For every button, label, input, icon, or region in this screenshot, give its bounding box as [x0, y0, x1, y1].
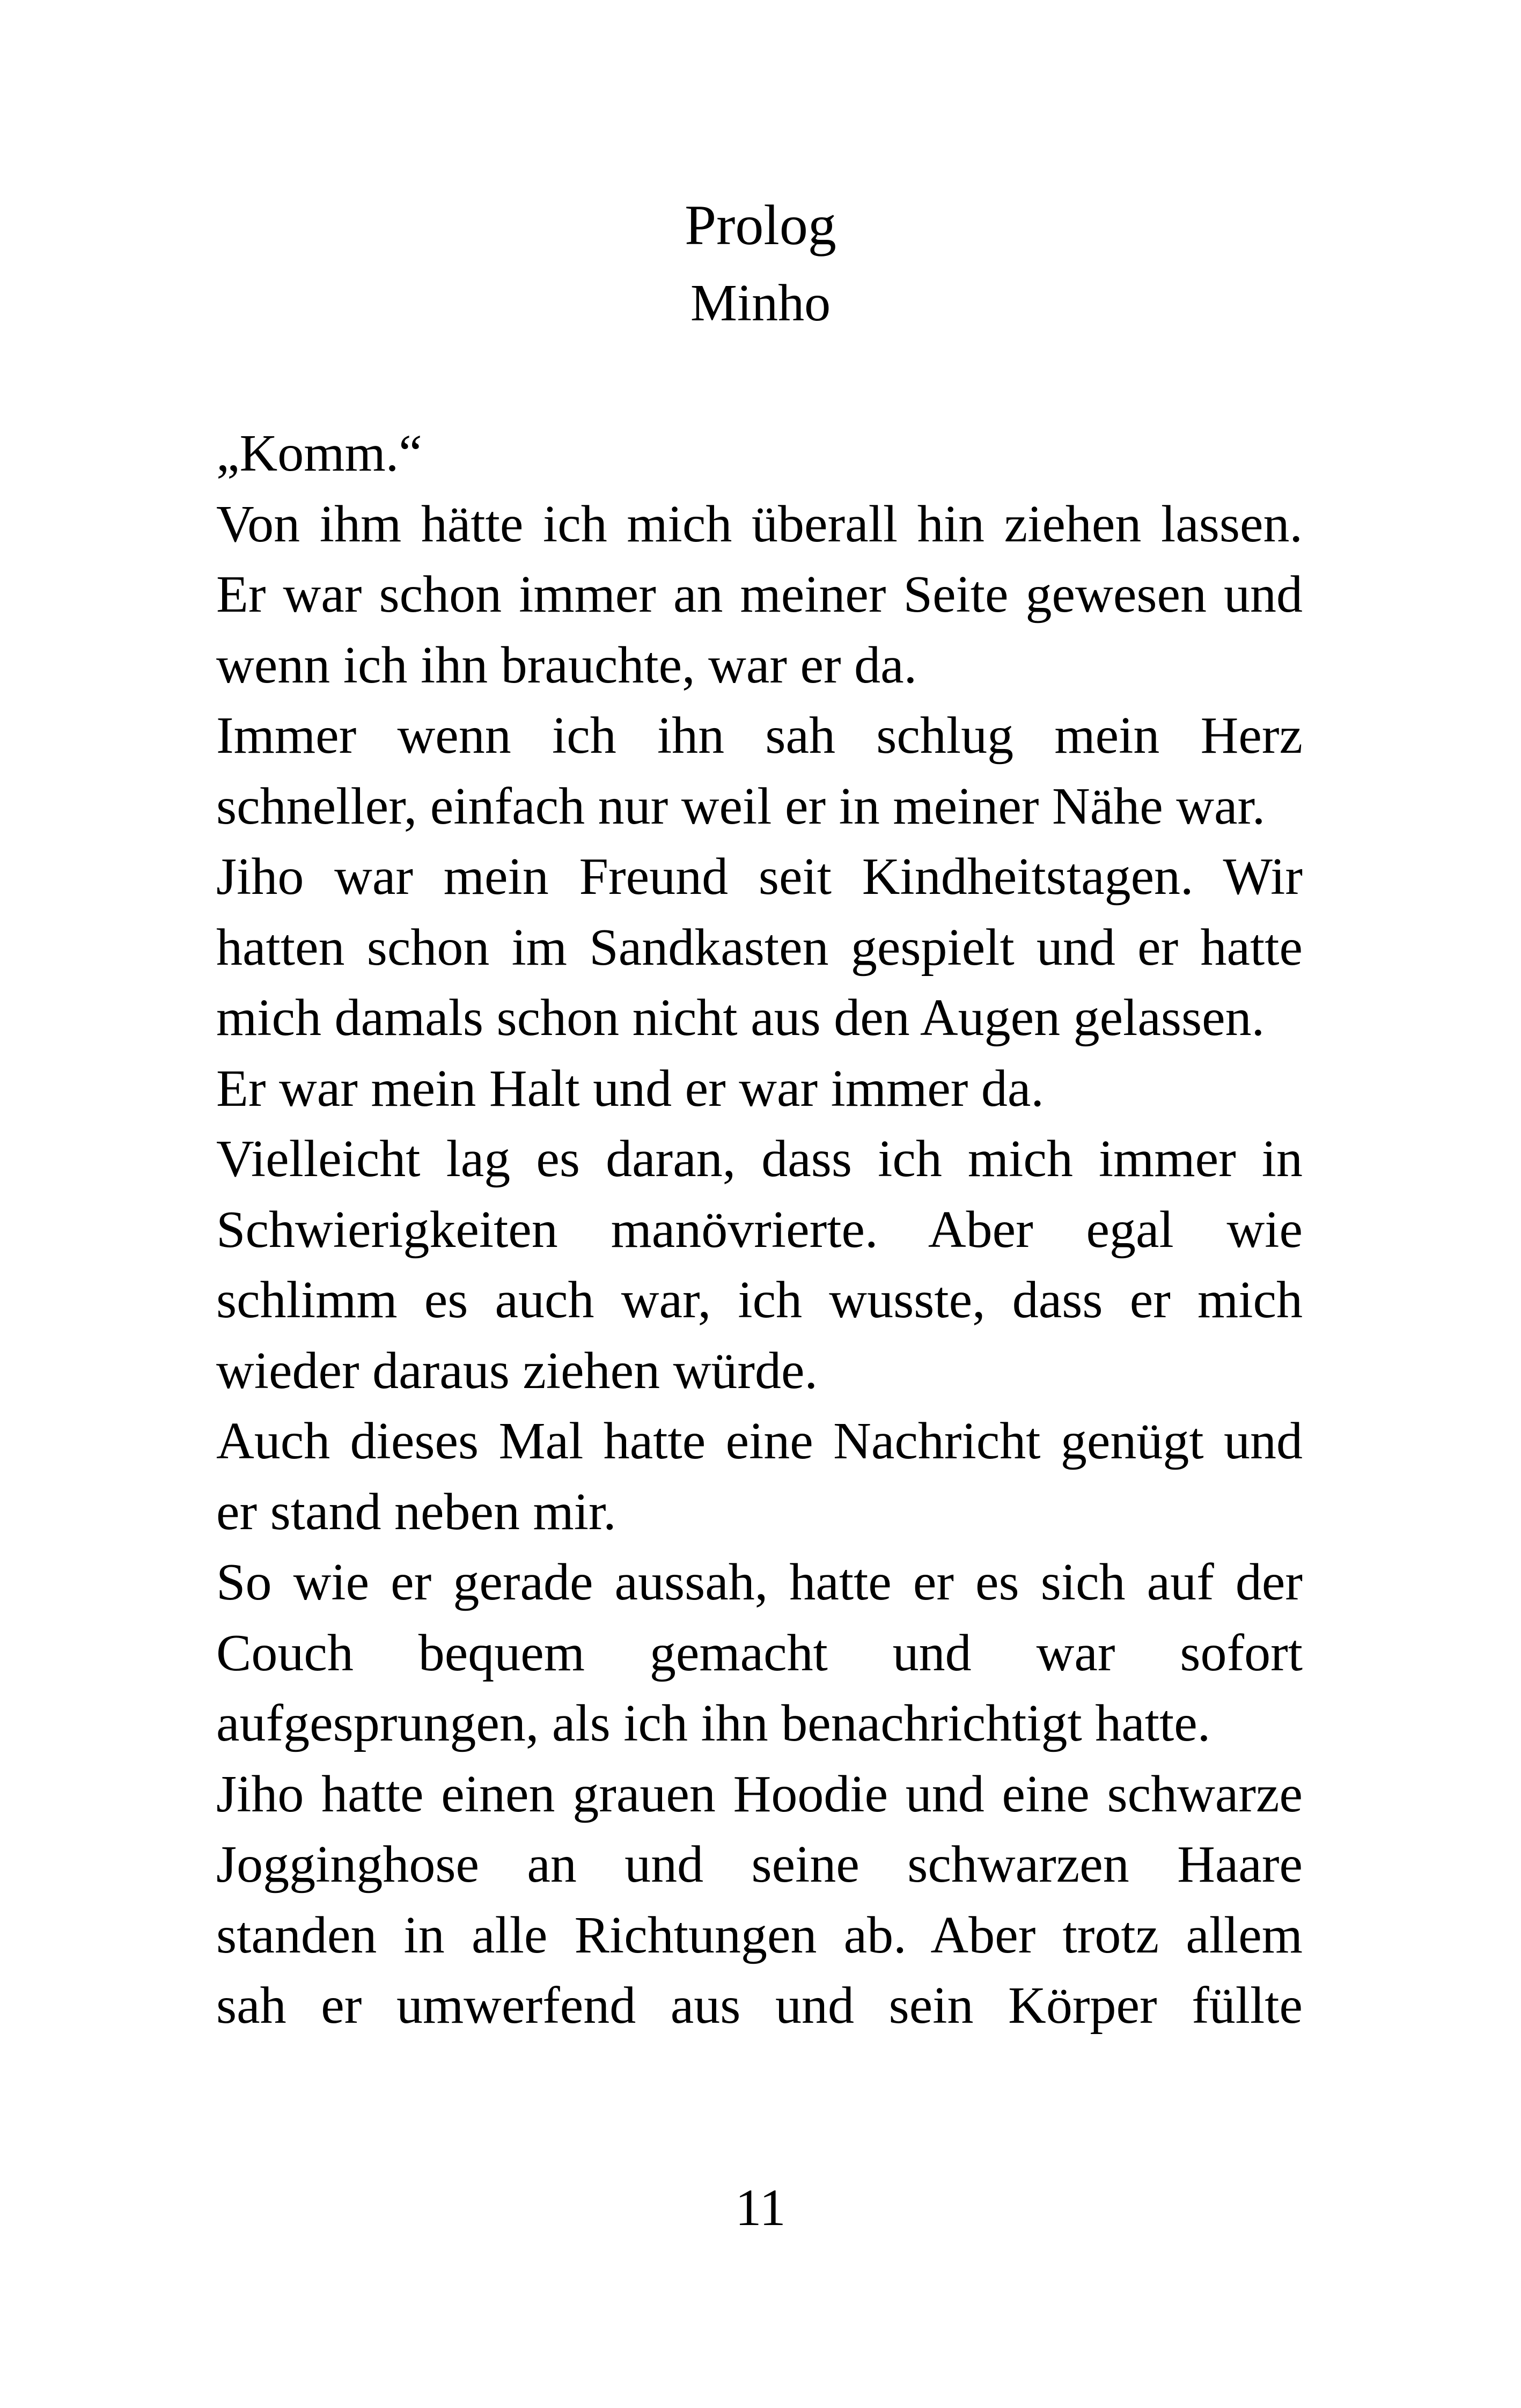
text-line: schneller, einfach nur weil er in meiner Nähe war.: [216, 777, 1266, 835]
text-line: hatten schon im Sandkasten gespielt und er hatte: [216, 918, 1303, 977]
page-number: 11: [735, 2179, 786, 2237]
text-line: Auch dieses Mal hatte eine Nachricht genügt und: [216, 1412, 1303, 1470]
text-line: Immer wenn ich ihn sah schlug mein Herz: [216, 707, 1303, 765]
text-line: „Komm.“: [216, 424, 422, 482]
text-line: Jogginghose an und seine schwarzen Haare: [216, 1836, 1303, 1893]
text-line: wieder daraus ziehen würde.: [216, 1341, 818, 1400]
text-line: er stand neben mir.: [216, 1482, 616, 1541]
text-line: Er war mein Halt und er war immer da.: [216, 1059, 1044, 1118]
text-line: wenn ich ihn brauchte, war er da.: [216, 636, 917, 694]
text-line: So wie er gerade aussah, hatte er es sich auf der: [216, 1553, 1303, 1611]
text-line: Couch bequem gemacht und war sofort: [216, 1624, 1303, 1682]
body-text: [216, 419, 1303, 2042]
text-line: Jiho hatte einen grauen Hoodie und eine schwarze: [216, 1765, 1303, 1823]
text-line: standen in alle Richtungen ab. Aber trotz allem: [216, 1906, 1303, 1964]
text-line: Er war schon immer an meiner Seite gewesen und: [216, 566, 1303, 623]
text-line: schlimm es auch war, ich wusste, dass er mich: [216, 1271, 1303, 1329]
text-line: Von ihm hätte ich mich überall hin ziehen lassen.: [216, 495, 1303, 553]
text-line: Schwierigkeiten manövrierte. Aber egal wie: [216, 1200, 1303, 1259]
text-line: Jiho war mein Freund seit Kindheitstagen. Wir: [216, 848, 1303, 906]
text-line: sah er umwerfend aus und sein Körper füllte: [216, 1977, 1303, 2035]
text-line: aufgesprungen, als ich ihn benachrichtigt hatte.: [216, 1694, 1211, 1752]
text-line: Vielleicht lag es daran, dass ich mich immer in: [216, 1130, 1303, 1188]
chapter-title: Prolog: [685, 194, 836, 256]
chapter-subtitle: Minho: [690, 274, 831, 332]
text-line: mich damals schon nicht aus den Augen gelassen.: [216, 989, 1265, 1047]
